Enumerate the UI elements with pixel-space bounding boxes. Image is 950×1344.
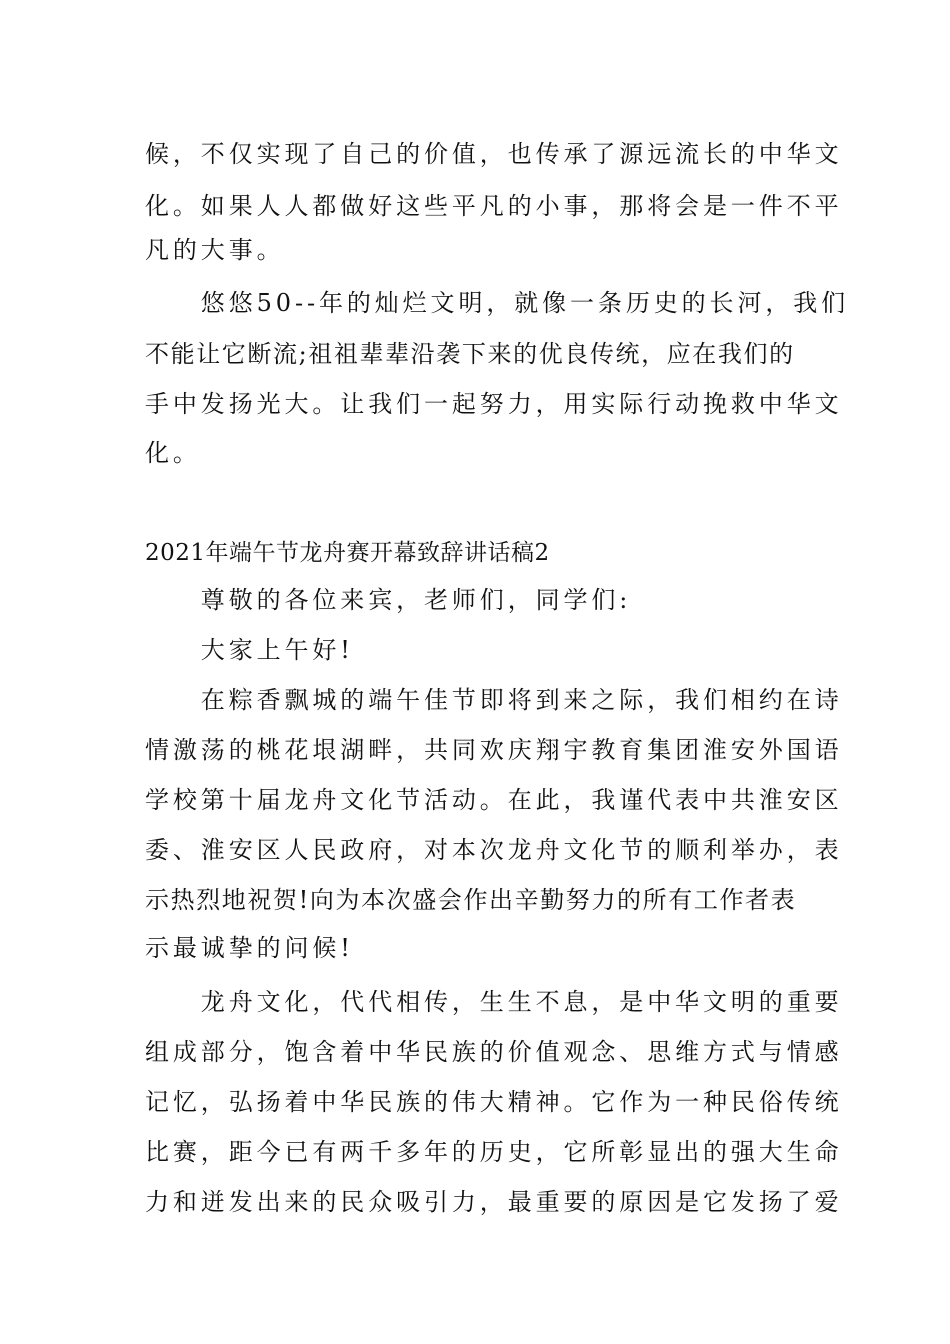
paragraph-1-line-2: 化。如果人人都做好这些平凡的小事，那将会是一件不平 xyxy=(145,192,843,220)
paragraph-2-line-4: 化。 xyxy=(145,439,201,467)
paragraph-3-line-1: 在粽香飘城的端午佳节即将到来之际，我们相约在诗 xyxy=(145,686,843,714)
paragraph-4-line-1: 龙舟文化，代代相传，生生不息，是中华文明的重要 xyxy=(145,988,843,1016)
paragraph-2-line-2: 不能让它断流;祖祖辈辈沿袭下来的优良传统，应在我们的 xyxy=(145,340,795,368)
paragraph-3-line-4: 委、淮安区人民政府，对本次龙舟文化节的顺利举办，表 xyxy=(145,836,843,864)
salutation-line: 尊敬的各位来宾，老师们，同学们: xyxy=(145,586,632,614)
paragraph-3-line-5: 示热烈地祝贺!向为本次盛会作出辛勤努力的所有工作者表 xyxy=(145,886,797,914)
greeting-line: 大家上午好! xyxy=(145,636,354,664)
paragraph-4-line-3: 记忆，弘扬着中华民族的伟大精神。它作为一种民俗传统 xyxy=(145,1088,843,1116)
paragraph-1-line-1: 候，不仅实现了自己的价值，也传承了源远流长的中华文 xyxy=(145,140,843,168)
paragraph-4-line-5: 力和迸发出来的民众吸引力，最重要的原因是它发扬了爱 xyxy=(145,1188,843,1216)
paragraph-2-line-3: 手中发扬光大。让我们一起努力，用实际行动挽救中华文 xyxy=(145,390,843,418)
paragraph-2-line-1: 悠悠50--年的灿烂文明，就像一条历史的长河，我们 xyxy=(145,289,850,317)
paragraph-3-line-6: 示最诚挚的问候! xyxy=(145,934,354,962)
section-heading: 2021年端午节龙舟赛开幕致辞讲话稿2 xyxy=(145,540,550,566)
paragraph-1-line-3: 凡的大事。 xyxy=(145,236,285,264)
paragraph-3-line-2: 情激荡的桃花垠湖畔，共同欢庆翔宇教育集团淮安外国语 xyxy=(145,736,843,764)
paragraph-3-line-3: 学校第十届龙舟文化节活动。在此，我谨代表中共淮安区 xyxy=(145,786,843,814)
paragraph-4-line-4: 比赛，距今已有两千多年的历史，它所彰显出的强大生命 xyxy=(145,1138,843,1166)
paragraph-4-line-2: 组成部分，饱含着中华民族的价值观念、思维方式与情感 xyxy=(145,1038,843,1066)
